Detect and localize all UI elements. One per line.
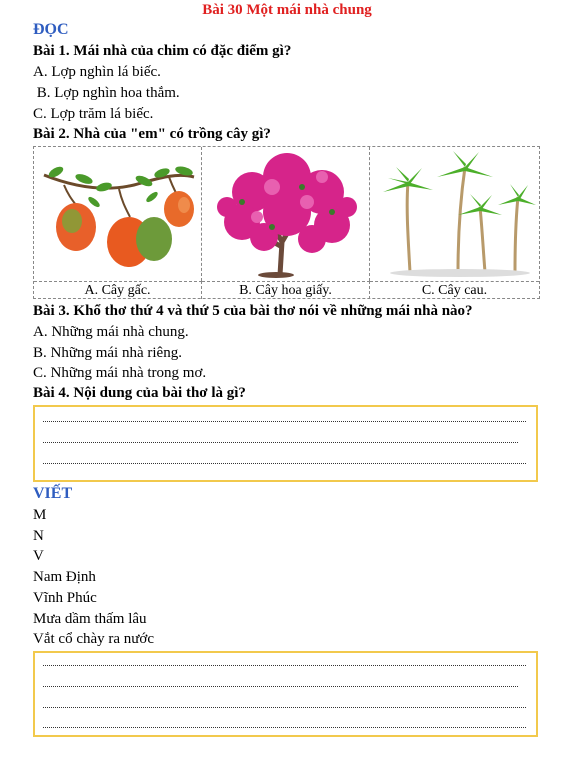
question-3: Bài 3. Khổ thơ thứ 4 và thứ 5 của bài thơ nói về những mái nhà nào? (33, 303, 473, 319)
areca-palm-image (370, 147, 539, 281)
write-line: V (33, 548, 44, 564)
dotted-line (43, 463, 526, 464)
write-line: M (33, 507, 47, 523)
dotted-line (43, 442, 518, 443)
section-heading-doc: ĐỌC (33, 21, 69, 38)
image-table (33, 146, 540, 299)
answer-box-write[interactable] (33, 651, 538, 737)
section-heading-write: VIẾT (33, 485, 73, 502)
dotted-line (43, 707, 526, 708)
write-line: N (33, 528, 44, 544)
caption-a: A. Cây gấc. (34, 281, 202, 299)
write-line: Vắt cổ chày ra nước (33, 631, 155, 647)
question-4: Bài 4. Nội dung của bài thơ là gì? (33, 385, 246, 401)
caption-b: B. Cây hoa giấy. (202, 281, 370, 299)
dotted-line (43, 665, 526, 666)
q3-option-b: B. Những mái nhà riêng. (33, 345, 182, 361)
q1-option-c: C. Lợp trăm lá biếc. (33, 106, 154, 122)
write-line: Vĩnh Phúc (33, 590, 97, 606)
dotted-line (43, 421, 526, 422)
answer-box-q4[interactable] (33, 405, 538, 482)
q3-option-a: A. Những mái nhà chung. (33, 324, 189, 340)
write-line: Nam Định (33, 569, 96, 585)
bougainvillea-image (202, 147, 370, 281)
gac-image (34, 147, 202, 281)
write-line: Mưa dầm thấm lâu (33, 611, 147, 627)
question-2: Bài 2. Nhà của "em" có trồng cây gì? (33, 126, 271, 142)
q1-option-a: A. Lợp nghìn lá biếc. (33, 64, 161, 80)
dotted-line (43, 686, 518, 687)
question-1: Bài 1. Mái nhà của chim có đặc điểm gì? (33, 43, 292, 59)
q3-option-c: C. Những mái nhà trong mơ. (33, 365, 207, 381)
q1-option-b: B. Lợp nghìn hoa thắm. (33, 85, 180, 101)
page-title: Bài 30 Một mái nhà chung (202, 2, 372, 18)
caption-c: C. Cây cau. (370, 281, 539, 299)
dotted-line (43, 727, 526, 728)
